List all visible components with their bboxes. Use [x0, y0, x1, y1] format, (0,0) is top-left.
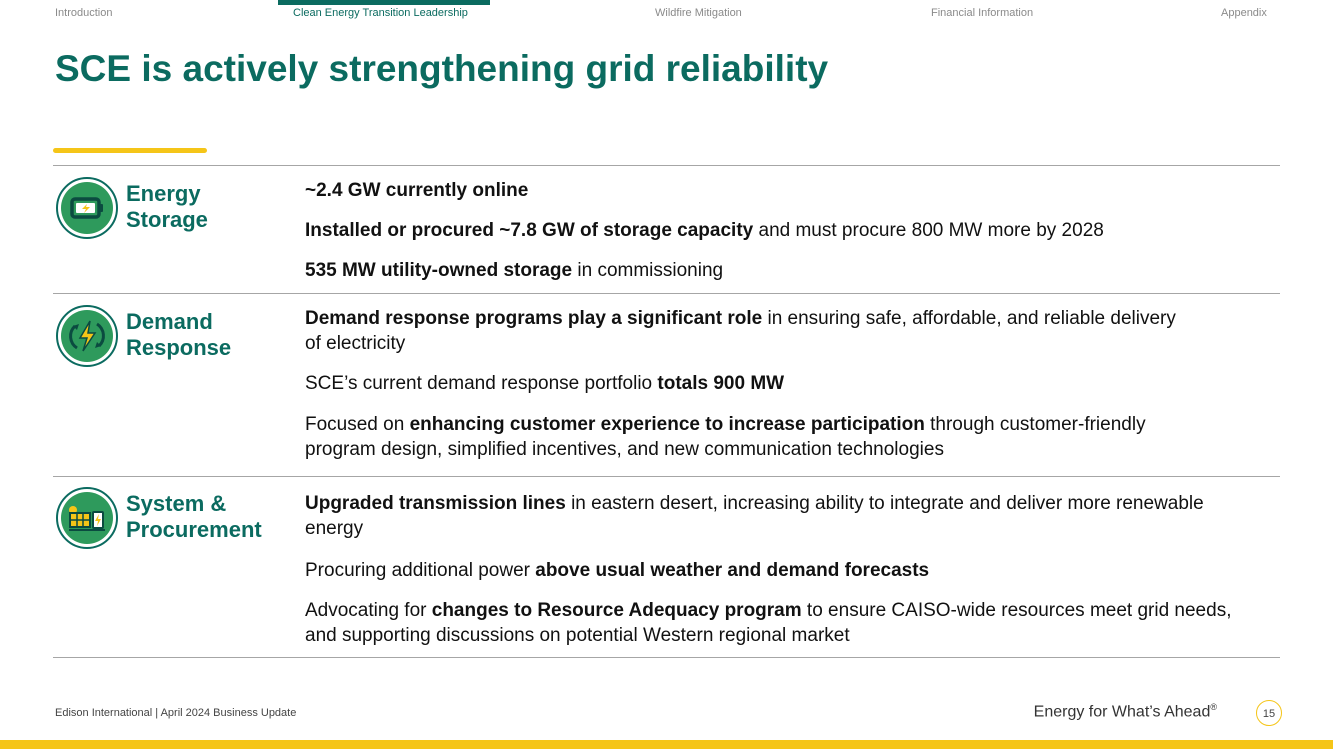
section-label: System & Procurement [126, 491, 262, 542]
bullet: Installed or procured ~7.8 GW of storage capacity and must procure 800 MW more by 2028 [305, 220, 1104, 241]
bullet: Demand response programs play a significant role in ensuring safe, affordable, and reliable delivery of electricity [305, 308, 1176, 354]
bullet: Upgraded transmission lines in eastern desert, increasing ability to integrate and deliver more renewable energy [305, 493, 1204, 539]
nav-active-indicator [278, 0, 490, 5]
bottom-accent-bar [0, 740, 1333, 749]
bullet: Procuring additional power above usual weather and demand forecasts [305, 560, 930, 581]
divider [53, 657, 1280, 658]
nav-item-clean-energy[interactable]: Clean Energy Transition Leadership [293, 7, 468, 19]
lightning-cycle-icon [55, 304, 119, 368]
footer-tagline: Energy for What’s Ahead® [1033, 702, 1217, 721]
nav-item-appendix[interactable]: Appendix [1221, 7, 1267, 19]
nav-item-introduction[interactable]: Introduction [55, 7, 113, 19]
bullet: SCE’s current demand response portfolio totals 900 MW [305, 373, 785, 394]
divider [53, 476, 1280, 477]
section-nav [0, 0, 1333, 22]
accent-bar [53, 148, 207, 153]
solar-grid-icon [55, 486, 119, 550]
bullet: Focused on enhancing customer experience to increase participation through customer-friendly program design, simplified incentives, and new communication technologies [305, 414, 1146, 460]
nav-item-wildfire[interactable]: Wildfire Mitigation [655, 7, 742, 19]
bullet: Advocating for changes to Resource Adequacy program to ensure CAISO-wide resources meet grid needs, and supporting discussions on potential Western regional market [305, 600, 1232, 646]
page-number: 15 [1256, 700, 1282, 726]
footer-company: Edison International | April 2024 Business Update [55, 707, 297, 719]
bullet: ~2.4 GW currently online [305, 180, 529, 201]
section-label: Demand Response [126, 309, 232, 360]
divider [53, 165, 1280, 166]
nav-item-financial[interactable]: Financial Information [931, 7, 1034, 19]
divider [53, 293, 1280, 294]
bullet: 535 MW utility-owned storage in commissioning [305, 260, 724, 281]
page-title: SCE is actively strengthening grid reliability [55, 48, 829, 89]
section-label: Energy Storage [126, 181, 208, 232]
battery-icon [55, 176, 119, 240]
